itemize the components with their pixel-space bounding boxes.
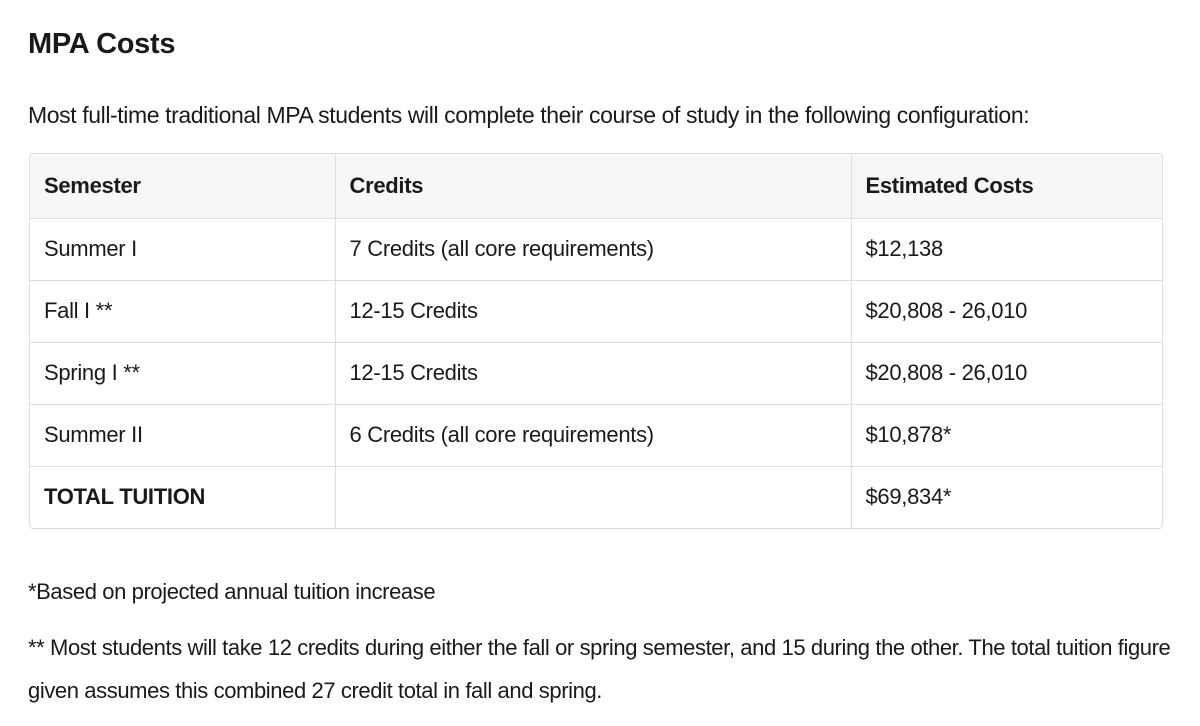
semester-cell: Fall I ** — [30, 280, 335, 342]
semester-cell: Summer I — [30, 218, 335, 280]
semester-cell: Summer II — [30, 404, 335, 466]
credits-cell: 12-15 Credits — [335, 280, 851, 342]
cost-cell: $20,808 - 26,010 — [851, 280, 1162, 342]
table-row — [30, 342, 1162, 404]
cost-cell: $12,138 — [851, 218, 1162, 280]
costs-table — [30, 154, 1162, 528]
cost-cell: $10,878* — [851, 404, 1162, 466]
total-cost-cell: $69,834* — [865, 484, 952, 510]
cost-cell: $20,808 - 26,010 — [851, 342, 1162, 404]
footnote-projected-increase: *Based on projected annual tuition increase — [28, 579, 436, 604]
header-semester: Semester — [30, 154, 335, 218]
total-credits-cell — [335, 466, 851, 528]
header-credits: Credits — [335, 154, 851, 218]
credits-cell: 6 Credits (all core requirements) — [335, 404, 851, 466]
total-label-cell: TOTAL TUITION — [30, 466, 335, 528]
table-header-row — [30, 154, 1162, 218]
table-row — [30, 280, 1162, 342]
header-estimated-costs: Estimated Costs — [851, 154, 1162, 218]
table-row-total — [30, 466, 1162, 528]
costs-table-container — [29, 153, 1163, 529]
credits-cell: 12-15 Credits — [335, 342, 851, 404]
semester-cell: Spring I ** — [30, 342, 335, 404]
footnote-credit-distribution: ** Most students will take 12 credits during either the fall or spring semester, and 15 during the other. The total tuition figure given assumes this combined 27 credit total in fall and spring. — [28, 635, 1171, 703]
table-row — [30, 218, 1162, 280]
page-title: MPA Costs — [28, 28, 176, 60]
credits-cell: 7 Credits (all core requirements) — [335, 218, 851, 280]
intro-text: Most full-time traditional MPA students will complete their course of study in the following configuration: — [28, 102, 1030, 128]
table-row — [30, 404, 1162, 466]
